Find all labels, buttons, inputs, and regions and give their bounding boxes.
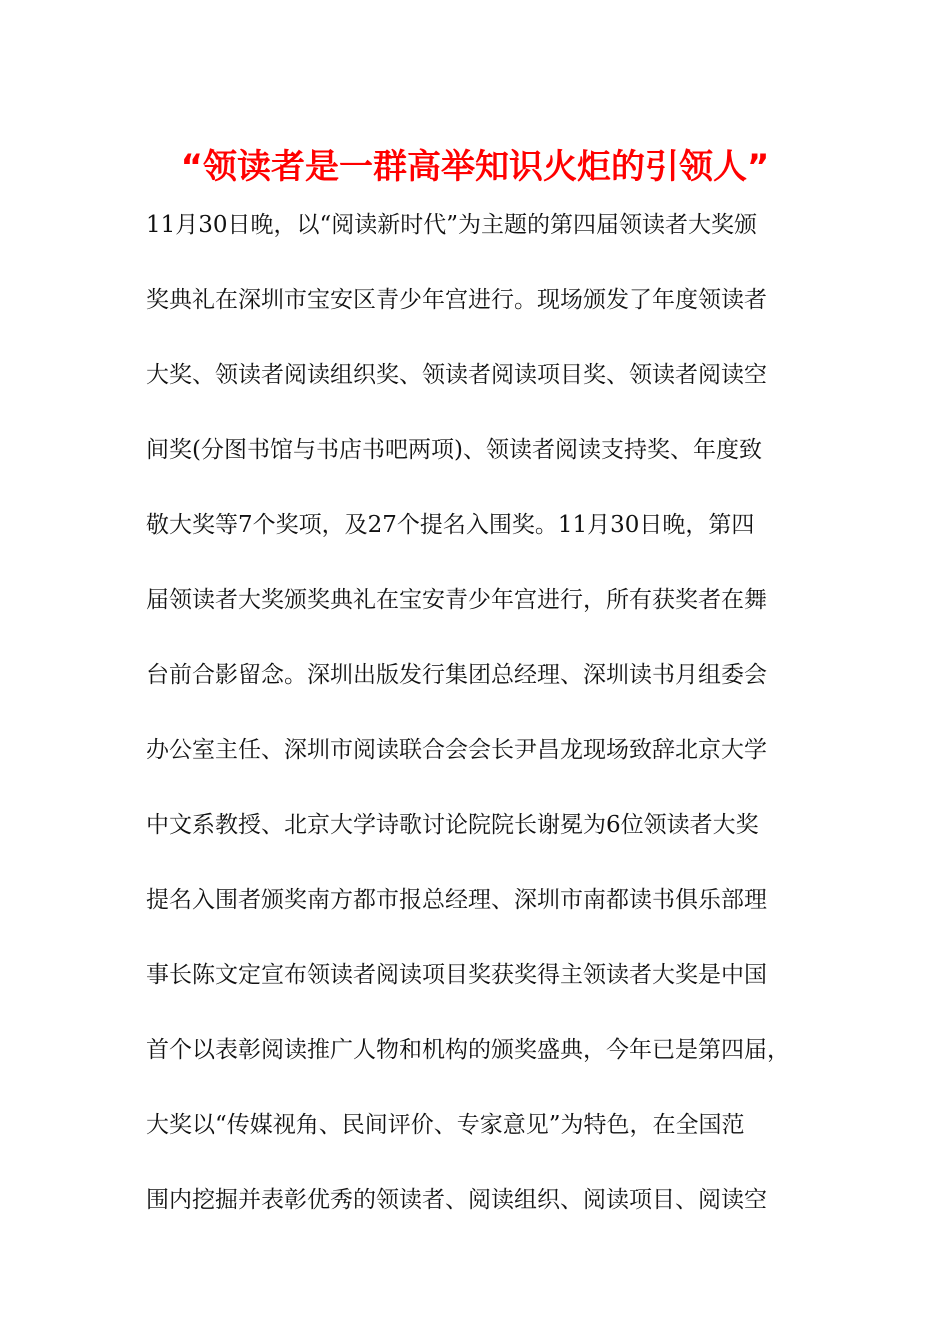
body-line: 办公室主任、深圳市阅读联合会会长尹昌龙现场致辞北京大学 [146,737,767,763]
body-line: 提名入围者颁奖南方都市报总经理、深圳市南都读书俱乐部理 [146,887,767,913]
document-title: “领读者是一群高举知识火炬的引领人” [180,147,770,187]
body-line: 间奖(分图书馆与书店书吧两项)、领读者阅读支持奖、年度致 [146,437,762,463]
document-body [146,202,806,1252]
body-line: 奖典礼在深圳市宝安区青少年宫进行。现场颁发了年度领读者 [146,287,767,313]
body-line: 事长陈文定宣布领读者阅读项目奖获奖得主领读者大奖是中国 [146,962,767,988]
body-line: 中文系教授、北京大学诗歌讨论院院长谢冕为6位领读者大奖 [146,812,759,838]
body-line: 11月30日晚，以“阅读新时代”为主题的第四届领读者大奖颁 [146,212,758,238]
body-line: 届领读者大奖颁奖典礼在宝安青少年宫进行，所有获奖者在舞 [146,587,767,613]
body-line: 大奖以“传媒视角、民间评价、专家意见”为特色，在全国范 [146,1112,745,1138]
body-line: 首个以表彰阅读推广人物和机构的颁奖盛典，今年已是第四届， [146,1037,790,1063]
body-line: 敬大奖等7个奖项，及27个提名入围奖。11月30日晚，第四 [146,512,755,538]
body-line: 台前合影留念。深圳出版发行集团总经理、深圳读书月组委会 [146,662,767,688]
body-line: 围内挖掘并表彰优秀的领读者、阅读组织、阅读项目、阅读空 [146,1187,767,1213]
body-line: 大奖、领读者阅读组织奖、领读者阅读项目奖、领读者阅读空 [146,362,767,388]
